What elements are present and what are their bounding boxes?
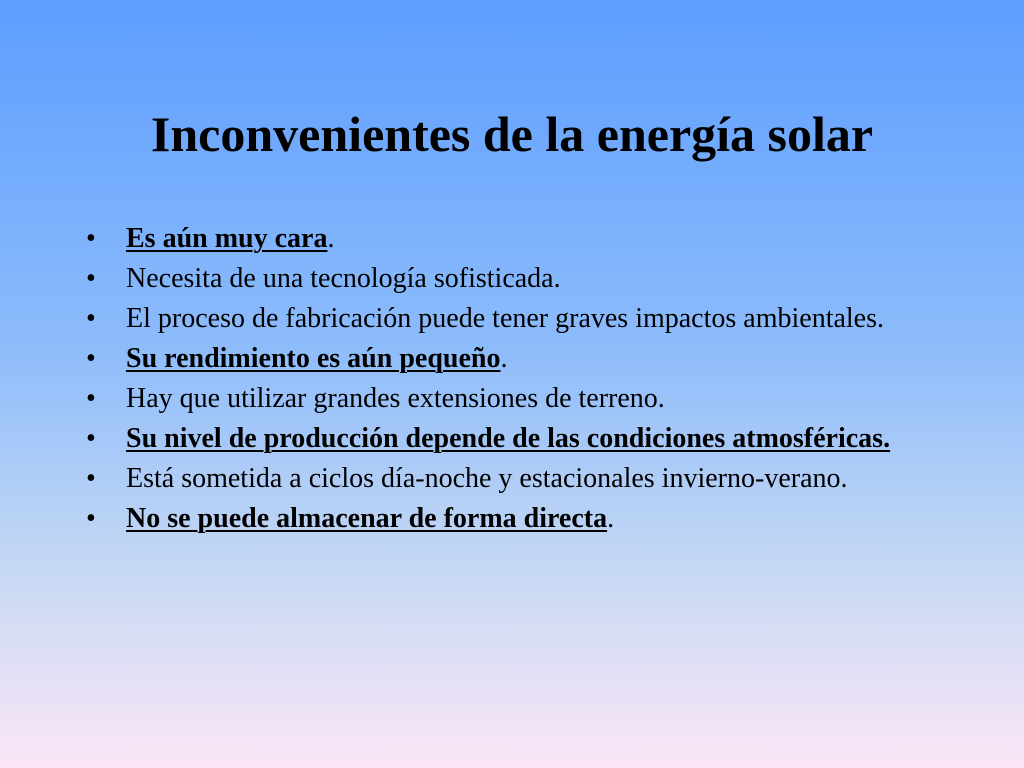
bullet-icon: • [86,263,96,294]
bullet-punctuation: . [607,503,615,534]
bullet-text: Su nivel de producción depende de las condiciones atmosféricas. [126,423,891,454]
bullet-icon: • [86,463,96,494]
bullet-icon: • [86,223,96,254]
bullet-item [86,463,936,494]
bullet-text: Su rendimiento es aún pequeño [126,343,501,374]
bullet-item [86,383,936,414]
bullet-item [86,303,936,334]
bullet-text: Necesita de una tecnología sofisticada. [126,263,561,294]
bullet-icon: • [86,343,96,374]
bullet-item [86,263,936,294]
bullet-item [86,503,936,534]
bullet-icon: • [86,423,96,454]
bullet-text: El proceso de fabricación puede tener graves impactos ambientales. [126,303,885,334]
bullet-item [86,343,936,374]
bullet-punctuation: . [500,343,508,374]
bullet-icon: • [86,303,96,334]
bullet-item [86,423,936,454]
bullet-text: Es aún muy cara [126,223,328,254]
bullet-item [86,223,936,254]
slide-title: Inconvenientes de la energía solar [150,106,874,162]
bullet-icon: • [86,503,96,534]
bullet-text: No se puede almacenar de forma directa [126,503,608,534]
bullet-text: Hay que utilizar grandes extensiones de terreno. [126,383,665,414]
bullet-text: Está sometida a ciclos día-noche y estacionales invierno-verano. [126,463,848,494]
bullet-punctuation: . [327,223,335,254]
bullet-icon: • [86,383,96,414]
bullet-list [86,223,936,543]
